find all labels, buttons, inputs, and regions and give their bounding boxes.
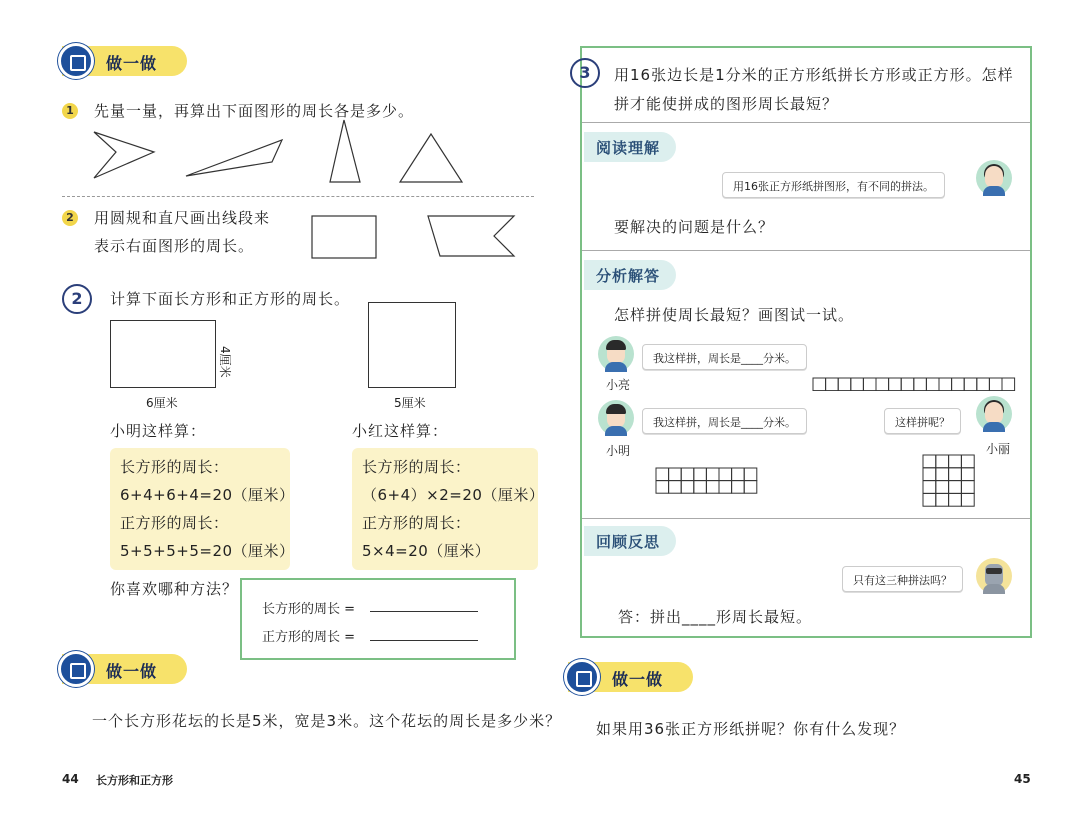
tab-review: 回顾反思 — [584, 526, 676, 556]
unit-square — [964, 378, 977, 391]
unit-square — [936, 481, 949, 494]
activity-icon — [58, 43, 94, 79]
unit-square — [949, 468, 962, 481]
unit-square — [706, 468, 719, 481]
answer-box — [240, 578, 516, 660]
xiaoliang-name: 小亮 — [606, 378, 631, 392]
q2-text-a: 用圆规和直尺画出线段来 — [94, 209, 271, 227]
unit-square — [706, 481, 719, 494]
q2-shapes — [300, 210, 530, 264]
xiaohong-calc-box — [352, 448, 545, 570]
small-rectangle — [312, 216, 376, 258]
unit-square — [949, 455, 962, 468]
unit-square — [719, 481, 732, 494]
tab-analyze: 分析解答 — [584, 260, 676, 290]
chapter-title: 长方形和正方形 — [96, 774, 173, 787]
prefer-question: 你喜欢哪种方法？ — [110, 580, 239, 598]
calc-line: 长方形的周长： — [120, 458, 229, 476]
unit-square — [926, 378, 939, 391]
q1-text: 先量一量，再算出下面图形的周长各是多少。 — [94, 102, 415, 120]
unit-square — [838, 378, 851, 391]
p3-number: 3 — [570, 58, 600, 88]
calc-line: （6+4）×2=20（厘米） — [362, 486, 545, 504]
xiaoliang-avatar — [598, 336, 634, 372]
unit-square — [744, 468, 757, 481]
rect-height-label: 4厘米 — [218, 346, 232, 378]
unit-square — [961, 468, 974, 481]
answer-square-blank[interactable] — [370, 640, 478, 641]
unit-square — [914, 378, 927, 391]
zuo-yi-zuo-badge-2 — [62, 654, 187, 684]
q1-number: 1 — [62, 103, 78, 119]
flag-shape — [428, 216, 514, 256]
answer-square-label: 正方形的周长 = — [262, 630, 356, 645]
unit-square — [656, 481, 669, 494]
unit-square — [923, 493, 936, 506]
xiaoming-name: 小明 — [606, 444, 631, 458]
unit-square — [732, 468, 745, 481]
unit-square — [669, 481, 682, 494]
xiaoli-name: 小丽 — [986, 442, 1011, 456]
activity-icon — [58, 651, 94, 687]
calc-line: 正方形的周长： — [362, 514, 471, 532]
unit-square — [669, 468, 682, 481]
activity-icon — [564, 659, 600, 695]
unit-square — [826, 378, 839, 391]
unit-square — [961, 481, 974, 494]
unit-square — [936, 468, 949, 481]
unit-square — [936, 455, 949, 468]
unit-square — [961, 455, 974, 468]
zuo-yi-zuo-badge-3 — [568, 662, 693, 692]
unit-square — [1002, 378, 1015, 391]
xiaoli-avatar — [976, 396, 1012, 432]
zuo-yi-zuo-badge-1 — [62, 46, 187, 76]
p3-text-a: 用16张边长是1分米的正方形纸拼长方形或正方形。怎样 — [614, 66, 1014, 84]
unit-square — [813, 378, 826, 391]
unit-square — [923, 455, 936, 468]
square-figure — [368, 302, 456, 388]
speech-bubble-ming: 我这样拼，周长是____分米。 — [642, 408, 807, 434]
badge-label: 做一做 — [612, 670, 664, 689]
unit-square — [681, 468, 694, 481]
robot-avatar — [976, 558, 1012, 594]
answer-rect-label: 长方形的周长 = — [262, 602, 356, 617]
unit-square — [923, 468, 936, 481]
xiaoming-calc-box — [110, 448, 295, 570]
speech-bubble-read: 用16张正方形纸拼图形，有不同的拼法。 — [722, 172, 945, 198]
unit-square — [989, 378, 1002, 391]
unit-square — [949, 493, 962, 506]
unit-square — [936, 493, 949, 506]
speech-bubble-robot: 只有这三种拼法吗？ — [842, 566, 963, 592]
calc-line: 正方形的周长： — [120, 514, 229, 532]
unit-square — [977, 378, 990, 391]
square-side-label: 5厘米 — [394, 396, 426, 410]
unit-square — [961, 493, 974, 506]
section-divider — [582, 122, 1030, 123]
p3-text-b: 拼才能使拼成的图形周长最短？ — [614, 95, 839, 113]
unit-square — [656, 468, 669, 481]
unit-square — [901, 378, 914, 391]
garden-question: 一个长方形花坛的长是5米，宽是3米。这个花坛的周长是多少米？ — [92, 712, 562, 730]
unit-square — [744, 481, 757, 494]
tab-read-understand: 阅读理解 — [584, 132, 676, 162]
rectangle-figure — [110, 320, 216, 388]
unit-square — [719, 468, 732, 481]
unit-square — [949, 481, 962, 494]
answer-line: 答：拼出____形周长最短。 — [618, 608, 813, 626]
final-question: 如果用36张正方形纸拼呢？你有什么发现？ — [596, 720, 906, 738]
p2-text: 计算下面长方形和正方形的周长。 — [110, 290, 351, 308]
unit-square — [889, 378, 902, 391]
problem-question: 要解决的问题是什么？ — [614, 218, 775, 236]
unit-square — [732, 481, 745, 494]
obtuse-triangle — [186, 140, 282, 176]
rect-width-label: 6厘米 — [146, 396, 178, 410]
tall-triangle — [330, 120, 360, 182]
speech-bubble-liang: 我这样拼，周长是____分米。 — [642, 344, 807, 370]
unit-square — [694, 481, 707, 494]
xiaoming-avatar — [598, 400, 634, 436]
p2-number: 2 — [62, 284, 92, 314]
unit-square — [939, 378, 952, 391]
grid-2x8 — [655, 467, 759, 495]
teacher-avatar — [976, 160, 1012, 196]
unit-square — [952, 378, 965, 391]
q2-text-b: 表示右面图形的周长。 — [94, 237, 255, 255]
calc-line: 长方形的周长： — [362, 458, 471, 476]
section-divider — [582, 518, 1030, 519]
unit-square — [681, 481, 694, 494]
unit-square — [851, 378, 864, 391]
calc-line: 6+4+6+4=20（厘米） — [120, 486, 295, 504]
grid-1x16 — [812, 377, 1016, 391]
unit-square — [923, 481, 936, 494]
equilateral-triangle — [400, 134, 462, 182]
xiaohong-label: 小红这样算： — [352, 422, 449, 440]
badge-label: 做一做 — [106, 662, 158, 681]
xiaoming-label: 小明这样算： — [110, 422, 207, 440]
badge-label: 做一做 — [106, 54, 158, 73]
section-divider — [582, 250, 1030, 251]
answer-rect-blank[interactable] — [370, 611, 478, 612]
calc-line: 5+5+5+5=20（厘米） — [120, 542, 295, 560]
q1-shapes — [90, 118, 480, 188]
speech-bubble-li: 这样拼呢？ — [884, 408, 961, 434]
page-number-left: 44 — [62, 772, 79, 786]
unit-square — [863, 378, 876, 391]
page-number-right: 45 — [1014, 772, 1031, 786]
grid-4x4 — [922, 454, 976, 508]
how-question: 怎样拼使周长最短？画图试一试。 — [614, 306, 855, 324]
dotted-divider — [62, 196, 534, 197]
arrow-shape — [94, 132, 154, 178]
q2-number: 2 — [62, 210, 78, 226]
calc-line: 5×4=20（厘米） — [362, 542, 491, 560]
unit-square — [694, 468, 707, 481]
unit-square — [876, 378, 889, 391]
